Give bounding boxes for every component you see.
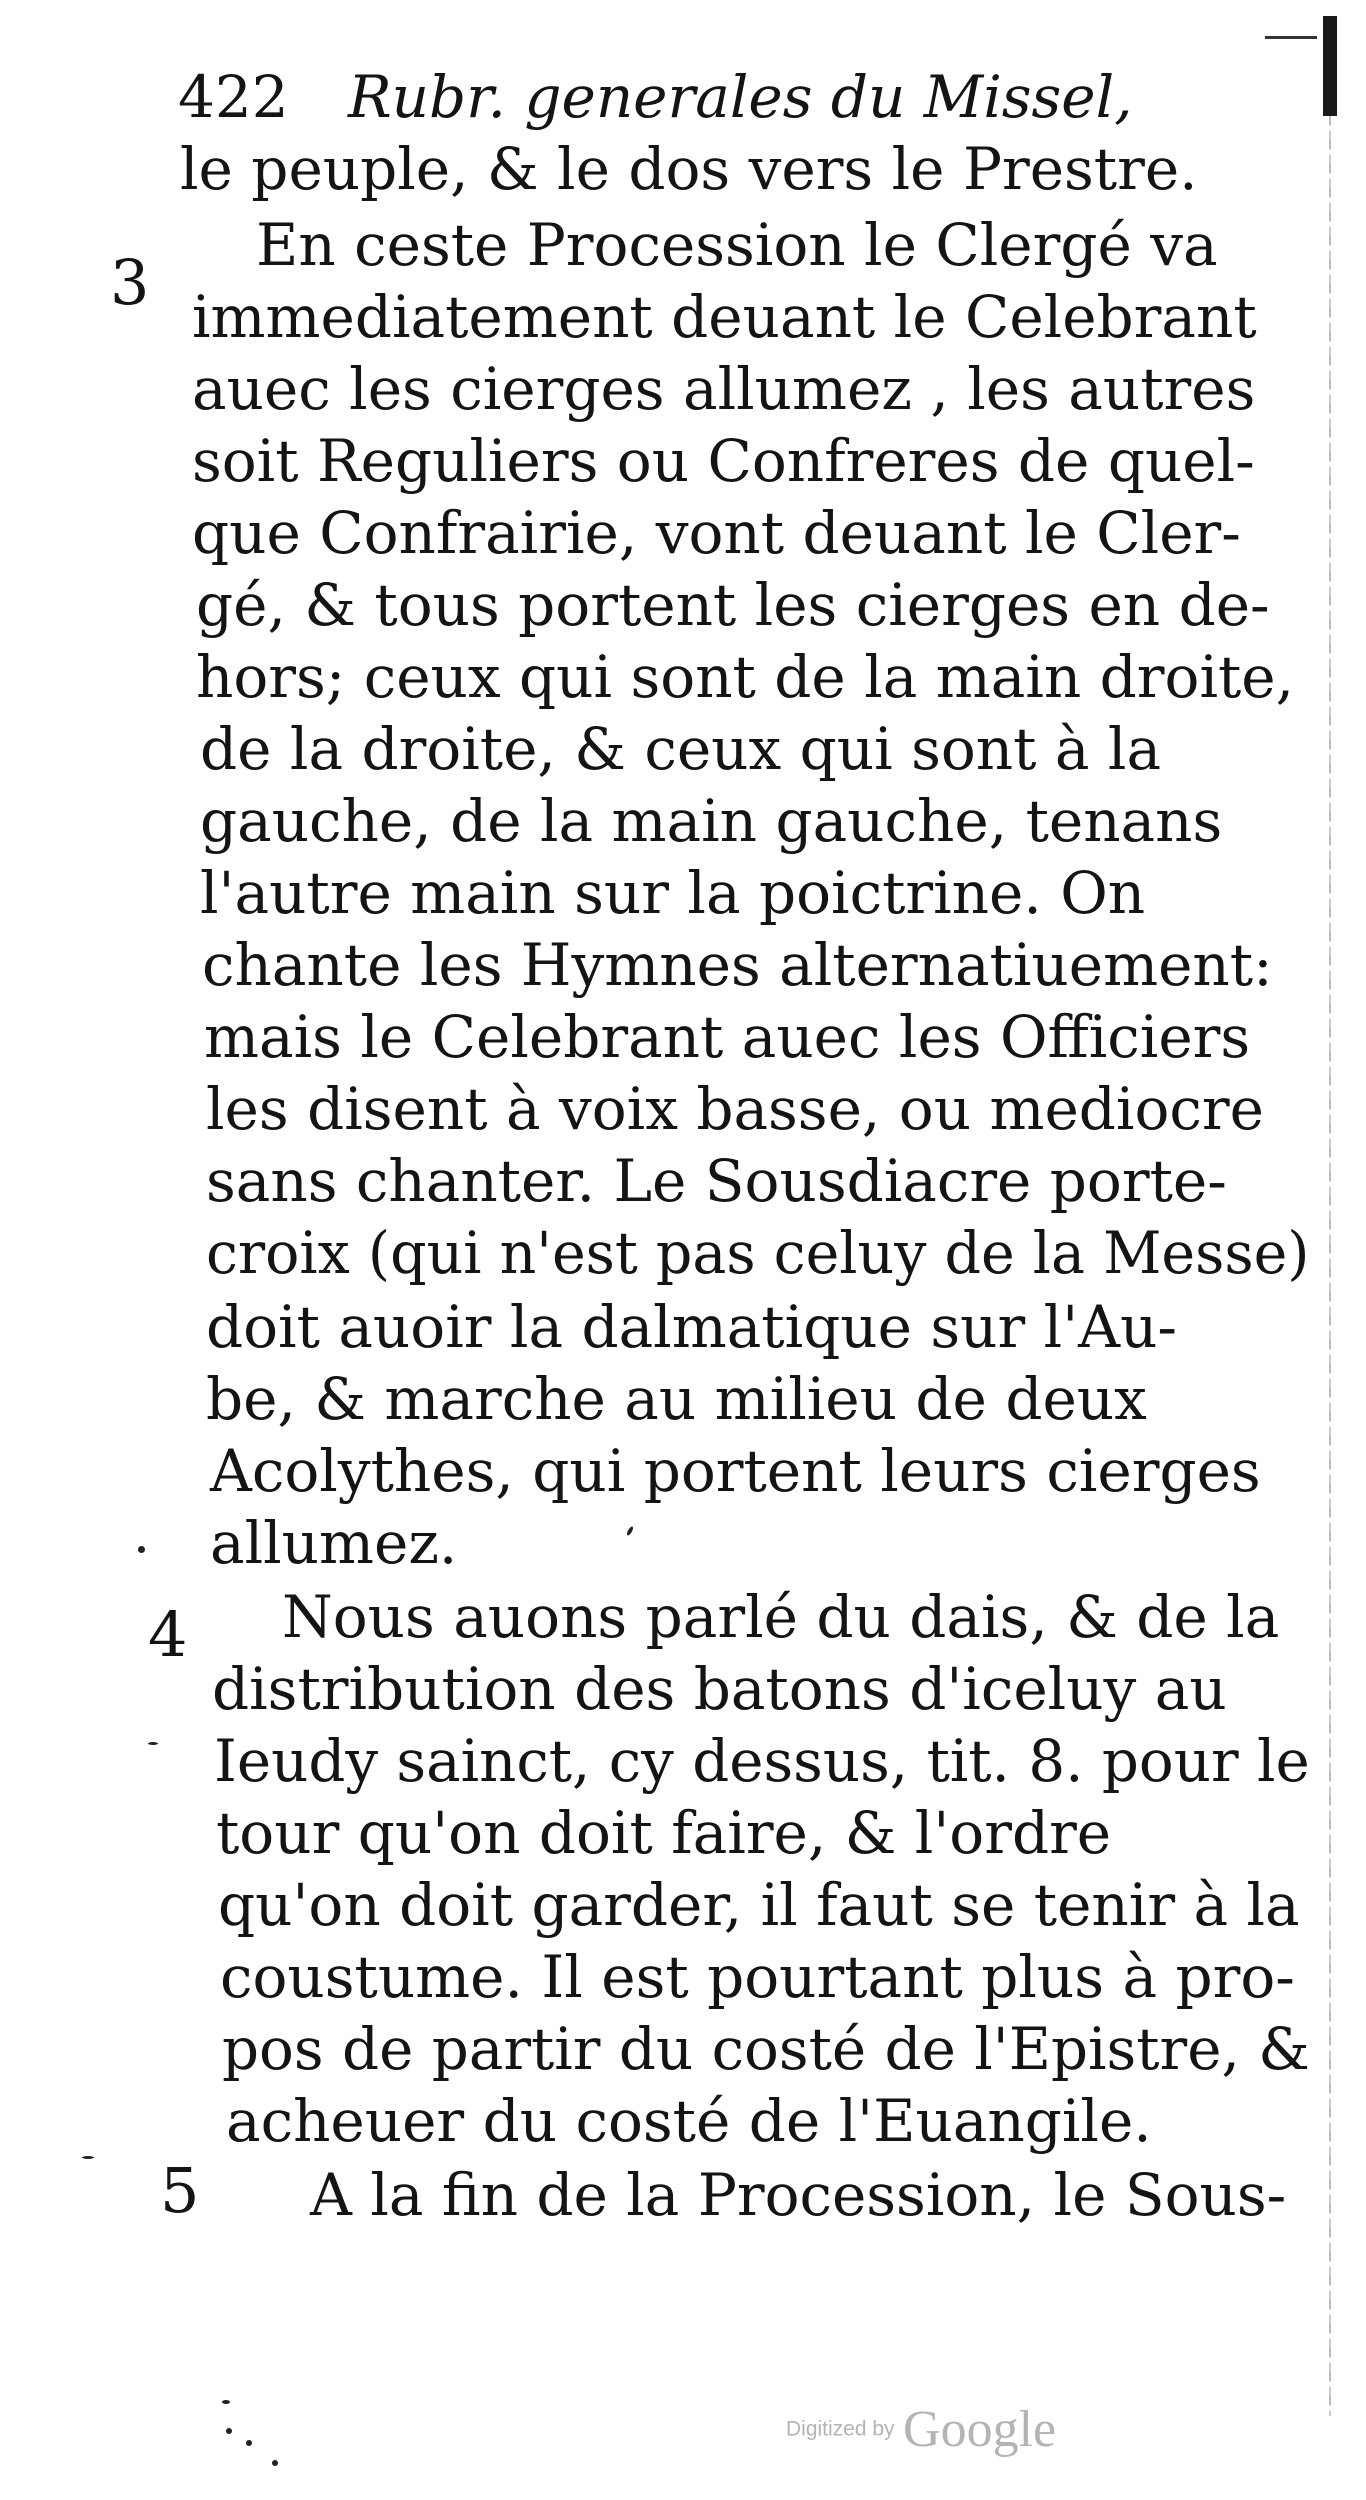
text-line: Ieudy sainct, cy dessus, tit. 8. pour le [214, 1727, 1310, 1795]
text-line: immediatement deuant le Celebrant [192, 283, 1257, 351]
watermark-brand: Google [903, 2401, 1057, 2458]
text-line: chante les Hymnes alternatiuement: [202, 931, 1273, 999]
text-line: mais le Celebrant auec les Officiers [204, 1003, 1251, 1071]
text-line: tour qu'on doit faire, & l'ordre [216, 1799, 1112, 1867]
text-line: gauche, de la main gauche, tenans [200, 787, 1223, 855]
ink-speck [148, 1742, 158, 1745]
paragraph-number: 3 [110, 246, 150, 319]
text-line: be, & marche au milieu de deux [206, 1365, 1147, 1433]
text-line: les disent à voix basse, ou mediocre [206, 1075, 1264, 1143]
text-line: coustume. Il est pourtant plus à pro- [220, 1943, 1295, 2011]
text-line: Acolythes, qui portent leurs cierges [210, 1437, 1261, 1505]
ink-speck [222, 2400, 230, 2404]
text-line: auec les cierges allumez , les autres [192, 355, 1256, 423]
text-line: doit auoir la dalmatique sur l'Au- [206, 1293, 1178, 1361]
running-title: Rubr. generales du Missel, [348, 63, 1133, 131]
paragraph-number: 5 [160, 2154, 200, 2227]
text-line: que Confrairie, vont deuant le Cler- [192, 499, 1241, 567]
ink-speck [226, 2428, 232, 2434]
text-line: soit Reguliers ou Confreres de quel- [192, 427, 1255, 495]
ink-speck [246, 2440, 252, 2446]
text-line: acheuer du costé de l'Euangile. [226, 2087, 1152, 2155]
text-line: gé, & tous portent les cierges en de- [196, 571, 1270, 639]
text-line: allumez. [210, 1509, 458, 1577]
ink-speck [272, 2460, 278, 2466]
text-line: sans chanter. Le Sousdiacre porte- [206, 1147, 1227, 1215]
ink-speck [138, 1546, 145, 1553]
text-line: le peuple, & le dos vers le Prestre. [180, 135, 1198, 203]
watermark-prefix: Digitized by [786, 2417, 895, 2441]
text-line: Nous auons parlé du dais, & de la [282, 1583, 1280, 1651]
text-line: qu'on doit garder, il faut se tenir à la [218, 1871, 1300, 1939]
text-line: de la droite, & ceux qui sont à la [200, 715, 1162, 783]
text-line: hors; ceux qui sont de la main droite, [196, 643, 1295, 711]
page-edge-bar [1323, 16, 1337, 116]
text-line: pos de partir du costé de l'Epistre, & [222, 2015, 1310, 2083]
page-header [178, 62, 1133, 132]
margin-dash [1265, 36, 1317, 39]
text-line: croix (qui n'est pas celuy de la Messe) [206, 1219, 1310, 1287]
text-line: En ceste Procession le Clergé va [256, 211, 1218, 279]
ink-speck [626, 1526, 634, 1537]
text-line: distribution des batons d'iceluy au [212, 1655, 1227, 1723]
page-edge-line [1329, 116, 1331, 2416]
page-number: 422 [178, 63, 289, 131]
ink-speck [82, 2156, 94, 2159]
paragraph-number: 4 [148, 1598, 188, 1671]
digitized-watermark [786, 2400, 1056, 2460]
text-line: l'autre main sur la poictrine. On [200, 859, 1146, 927]
text-line: A la fin de la Procession, le Sous- [310, 2161, 1287, 2229]
